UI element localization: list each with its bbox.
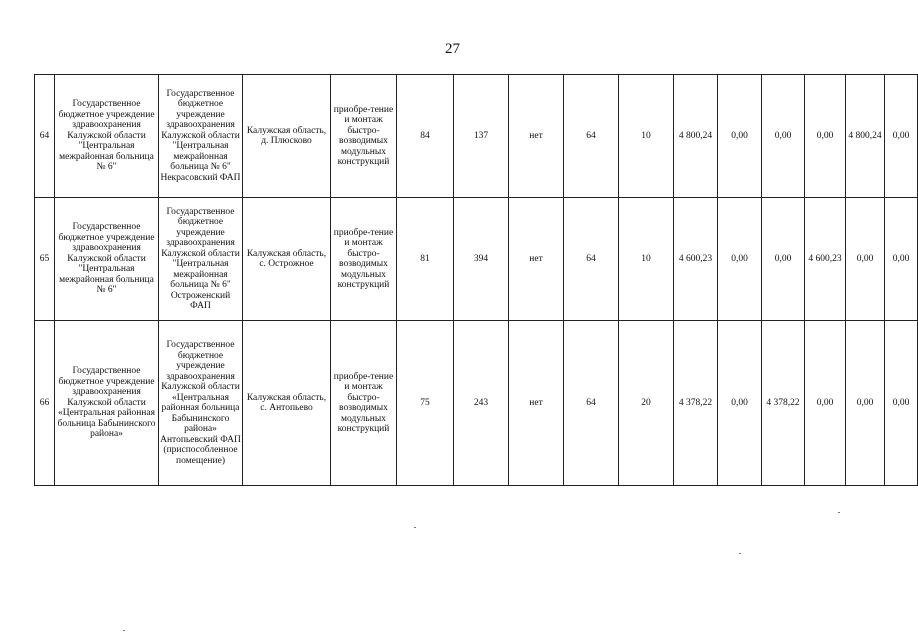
amount-cell: 4 600,23 [805,198,846,321]
amount-cell: 0,00 [885,75,918,198]
action-cell: приобре-тение и монтаж быстро-возводимых модульных конструкций [331,198,397,321]
value-cell: 243 [454,321,509,486]
amount-cell: 4 800,24 [674,75,718,198]
location-cell: Калужская область, д. Плюсково [243,75,331,198]
object-cell: Государственное бюджетное учреждение здравоохранения Калужской области "Центральная межрайонная больница № 6" Некрасовский ФАП [159,75,243,198]
amount-cell: 0,00 [885,321,918,486]
value-cell: нет [509,75,564,198]
location-cell: Калужская область, с. Антопьево [243,321,331,486]
amount-cell: 0,00 [885,198,918,321]
amount-cell: 0,00 [718,198,762,321]
page-number: 27 [445,41,460,57]
amount-cell: 0,00 [805,321,846,486]
action-cell: приобре-тение и монтаж быстро-возводимых модульных конструкций [331,75,397,198]
location-cell: Калужская область, с. Острожное [243,198,331,321]
organization-cell: Государственное бюджетное учреждение здравоохранения Калужской области "Центральная межрайонная больница № 6" [55,75,159,198]
amount-cell: 4 800,24 [846,75,885,198]
value-cell: 64 [564,198,619,321]
scan-speck [123,630,125,631]
scan-speck [739,553,741,554]
amount-cell: 0,00 [805,75,846,198]
value-cell: 81 [397,198,454,321]
table-row [35,198,918,321]
amount-cell: 0,00 [762,198,805,321]
value-cell: 137 [454,75,509,198]
amount-cell: 4 378,22 [762,321,805,486]
value-cell: 84 [397,75,454,198]
value-cell: нет [509,321,564,486]
amount-cell: 0,00 [718,75,762,198]
amount-cell: 0,00 [846,198,885,321]
value-cell: 75 [397,321,454,486]
value-cell: 64 [564,75,619,198]
value-cell: 10 [619,75,674,198]
organization-cell: Государственное бюджетное учреждение здравоохранения Калужской области «Центральная районная больница Бабынинского района» [55,321,159,486]
row-number: 65 [35,198,55,321]
scan-speck [838,512,840,513]
object-cell: Государственное бюджетное учреждение здравоохранения Калужской области «Центральная районная больница Бабынинского района» Антопьевский ФАП (приспособленное помещение) [159,321,243,486]
amount-cell: 4 378,22 [674,321,718,486]
facilities-table [34,74,918,486]
table-row [35,321,918,486]
scan-speck [414,527,416,528]
value-cell: 64 [564,321,619,486]
amount-cell: 0,00 [846,321,885,486]
amount-cell: 0,00 [762,75,805,198]
organization-cell: Государственное бюджетное учреждение здравоохранения Калужской области "Центральная межрайонная больница № 6" [55,198,159,321]
value-cell: 10 [619,198,674,321]
row-number: 64 [35,75,55,198]
amount-cell: 4 600,23 [674,198,718,321]
object-cell: Государственное бюджетное учреждение здравоохранения Калужской области "Центральная межрайонная больница № 6" Остроженский ФАП [159,198,243,321]
value-cell: нет [509,198,564,321]
row-number: 66 [35,321,55,486]
action-cell: приобре-тение и монтаж быстро-возводимых модульных конструкций [331,321,397,486]
value-cell: 20 [619,321,674,486]
value-cell: 394 [454,198,509,321]
amount-cell: 0,00 [718,321,762,486]
table-row [35,75,918,198]
